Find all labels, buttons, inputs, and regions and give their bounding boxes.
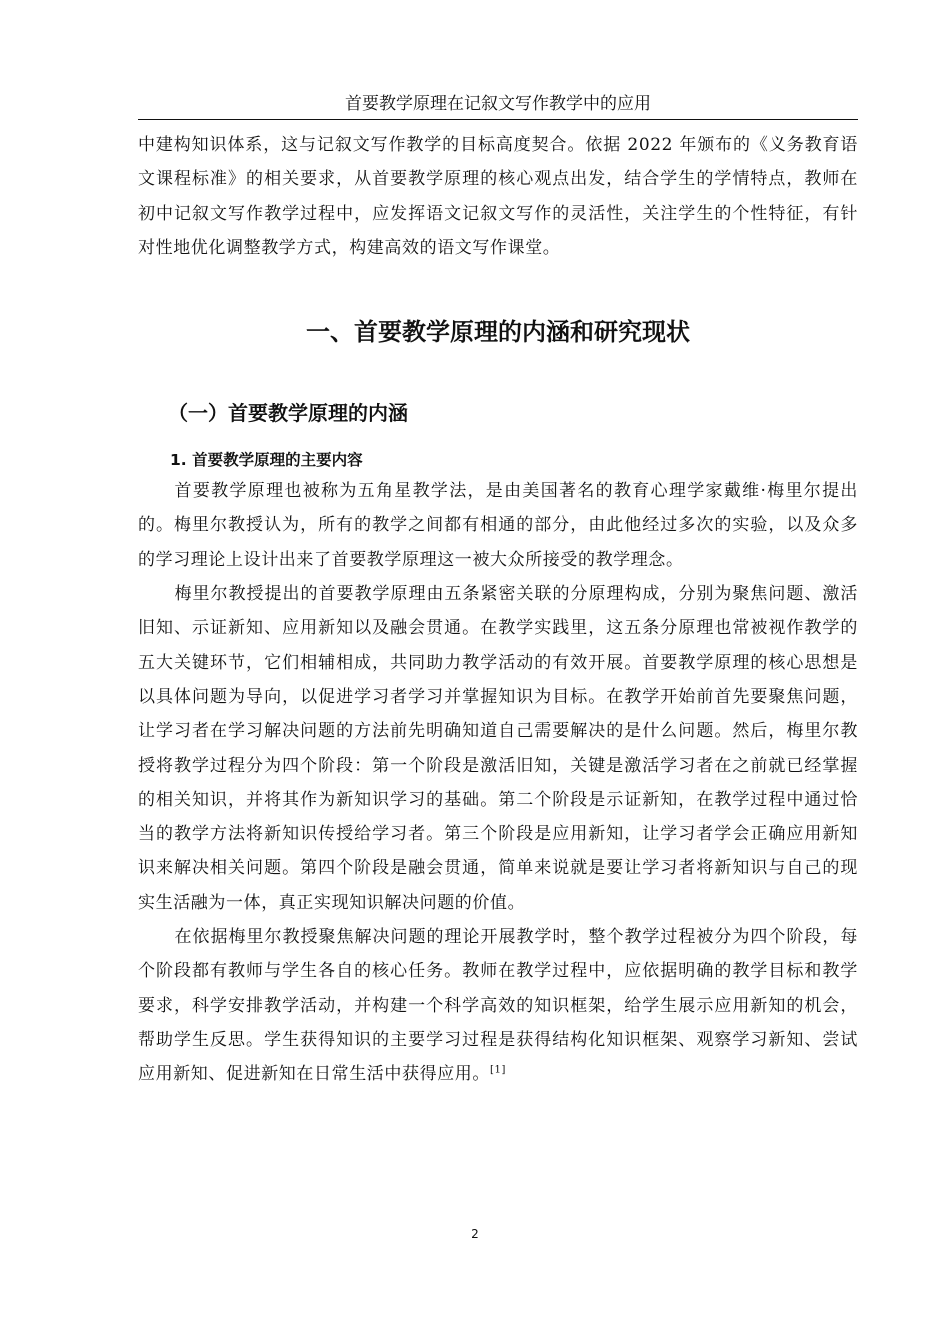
- paragraph-1: 首要教学原理也被称为五角星教学法，是由美国著名的教育心理学家戴维·梅里尔提出的。梅里尔教授认为，所有的教学之间都有相通的部分，由此他经过多次的实验，以及众多的学习理论上设计出来了首要教学原理这一被大众所接受的教学理念。: [138, 481, 858, 570]
- paragraph-intro-continued: 中建构知识体系，这与记叙文写作教学的目标高度契合。依据 2022 年颁布的《义务教育语文课程标准》的相关要求，从首要教学原理的核心观点出发，结合学生的学情特点，教师在初中记叙文写作教学过程中，应发挥语文记叙文写作的灵活性，关注学生的个性特征，有针对性地优化调整教学方式，构建高效的语文写作课堂。: [138, 135, 858, 258]
- section-heading: 一、首要教学原理的内涵和研究现状: [306, 318, 690, 347]
- paragraph-3: [138, 920, 858, 1091]
- header-rule: [138, 119, 858, 120]
- page-body: [138, 128, 858, 1092]
- subsubsection-heading: 1. 首要教学原理的主要内容: [170, 451, 363, 470]
- page-number: 2: [471, 1227, 479, 1241]
- running-header: 首要教学原理在记叙文写作教学中的应用: [345, 94, 651, 114]
- paragraph-3-text: 在依据梅里尔教授聚焦解决问题的理论开展教学时，整个教学过程被分为四个阶段，每个阶段都有教师与学生各自的核心任务。教师在教学过程中，应依据明确的教学目标和教学要求，科学安排教学活动，并构建一个科学高效的知识框架，给学生展示应用新知的机会，帮助学生反思。学生获得知识的主要学习过程是获得结构化知识框架、观察学习新知、尝试应用新知、促进新知在日常生活中获得应用。: [138, 927, 858, 1085]
- paragraph-2: 梅里尔教授提出的首要教学原理由五条紧密关联的分原理构成，分别为聚焦问题、激活旧知、示证新知、应用新知以及融会贯通。在教学实践里，这五条分原理也常被视作教学的五大关键环节，它们相辅相成，共同助力教学活动的有效开展。首要教学原理的核心思想是以具体问题为导向，以促进学习者学习并掌握知识为目标。在教学开始前首先要聚焦问题，让学习者在学习解决问题的方法前先明确知道自己需要解决的是什么问题。然后，梅里尔教授将教学过程分为四个阶段：第一个阶段是激活旧知，关键是激活学习者在之前就已经掌握的相关知识，并将其作为新知识学习的基础。第二个阶段是示证新知，在教学过程中通过恰当的教学方法将新知识传授给学习者。第三个阶段是应用新知，让学习者学会正确应用新知识来解决相关问题。第四个阶段是融会贯通，简单来说就是要让学习者将新知识与自己的现实生活融为一体，真正实现知识解决问题的价值。: [138, 584, 858, 913]
- citation-marker[interactable]: [1]: [490, 1064, 506, 1076]
- subsection-heading: （一）首要教学原理的内涵: [168, 401, 408, 426]
